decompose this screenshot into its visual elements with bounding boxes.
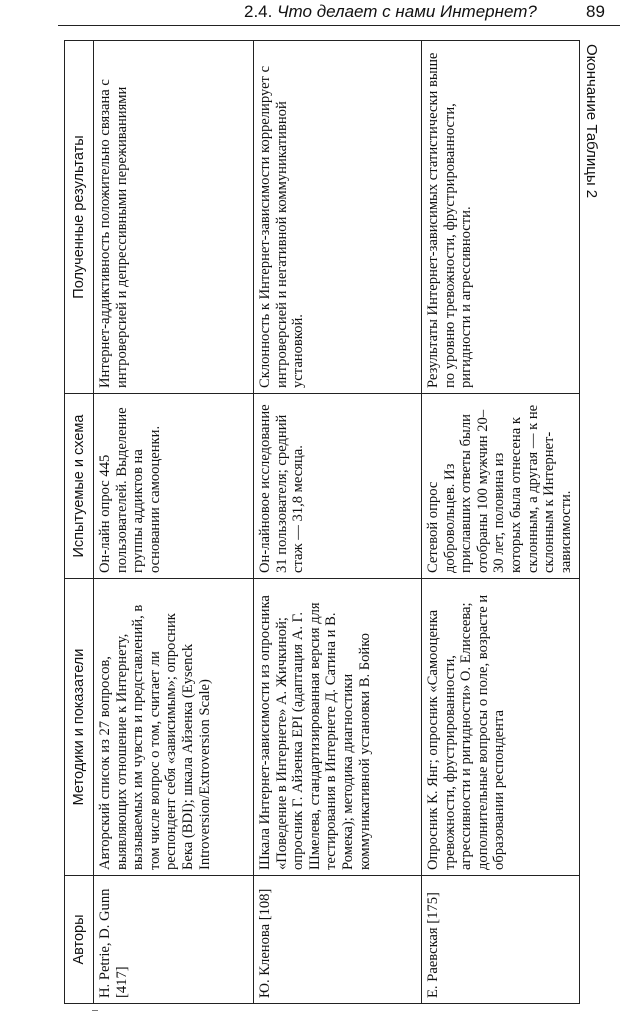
cell-subjects: Он-лайн опрос 445 пользователей. Выделение группы аддиктов на основании самооценки. <box>94 394 254 579</box>
cell-methods: Авторский список из 27 вопросов, выявляющих отношение к Интернету, вызываемых им чувств и представлений, в том числе вопрос о том, считает ли респондент себя «зависимым»; опросник Бека (BDI); шкала Айзенка (Eysenck Introversion/Extroversion Scale) <box>94 579 254 876</box>
cell-authors: H. Petrie, D. Gunn [417] <box>94 876 254 1004</box>
header-rule <box>58 25 620 26</box>
running-head-title <box>244 2 537 22</box>
header-results: Полученные результаты <box>65 41 94 394</box>
cell-subjects: Сетевой опрос добровольцев. Из приславших ответы были отобраны 100 мужчин 20–30 лет, половина из которых была отнесена к склонным, а другая — к не склонным к Интернет-зависимости. <box>422 394 580 579</box>
table-header-row <box>65 41 94 1004</box>
cell-authors: Е. Раевская [175] <box>422 876 580 1004</box>
rotated-table <box>64 41 574 1004</box>
section-number: 2.4. <box>244 2 273 21</box>
cell-results: Результаты Интернет-зависимых статистически выше по уровню тревожности, фрустрированности, ригидности и агрессивности. <box>422 41 580 394</box>
cell-methods: Опросник К. Янг; опросник «Самооценка тревожности, фрустрированности, агрессивности и ригидности» О. Елисеева; дополнительные вопросы о поле, возрасте и образовании респондента <box>422 579 580 876</box>
cell-results: Интернет-аддиктивность положительно связана с интроверсией и депрессивными переживаниями <box>94 41 254 394</box>
results-table <box>64 40 580 1004</box>
cell-results: Склонность к Интернет-зависимости коррелирует с интроверсией и негативной коммуникативной установкой. <box>254 41 422 394</box>
cell-methods: Шкала Интернет-зависимости из опросника «Поведение в Интернете» А. Жичкиной; опросник Г. Айзенка EPI (адаптация А. Г. Шмелева, стандартизированная версия для тестирования в Интернете Д. Сатина и В. Ромека); методика диагностики коммуникативной установки В. Бойко <box>254 579 422 876</box>
cell-subjects: Он-лайновое исследование 31 пользователя; средний стаж — 31,8 месяца. <box>254 394 422 579</box>
table-row <box>254 41 422 1004</box>
table-caption: Окончание Таблицы 2 <box>583 44 600 199</box>
header-subjects: Испытуемые и схема <box>65 394 94 579</box>
running-head <box>0 0 620 30</box>
section-title: Что делает с нами Интернет? <box>277 2 537 21</box>
page-mark <box>92 1010 98 1011</box>
table-row <box>422 41 580 1004</box>
cell-authors: Ю. Кленова [108] <box>254 876 422 1004</box>
header-authors: Авторы <box>65 876 94 1004</box>
page-number: 89 <box>586 2 605 21</box>
table-row <box>94 41 254 1004</box>
header-methods: Методики и показатели <box>65 579 94 876</box>
